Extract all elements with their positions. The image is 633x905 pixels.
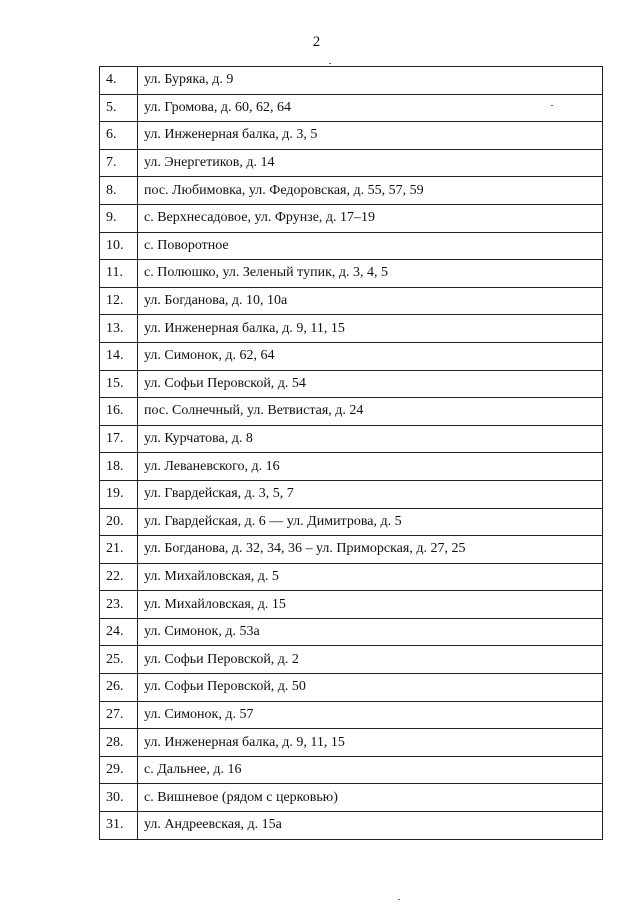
- row-address: ул. Энергетиков, д. 14: [138, 149, 603, 177]
- row-address: ул. Гвардейская, д. 6 — ул. Димитрова, д. 5: [138, 508, 603, 536]
- row-address: с. Дальнее, д. 16: [138, 756, 603, 784]
- row-number: 4.: [100, 67, 138, 95]
- row-number: 20.: [100, 508, 138, 536]
- row-number: 21.: [100, 536, 138, 564]
- row-address: с. Поворотное: [138, 232, 603, 260]
- row-number: 25.: [100, 646, 138, 674]
- table-row: [100, 342, 603, 370]
- table-row: [100, 756, 603, 784]
- row-address: ул. Софьи Перовской, д. 50: [138, 674, 603, 702]
- row-address: пос. Любимовка, ул. Федоровская, д. 55, 57, 59: [138, 177, 603, 205]
- row-number: 6.: [100, 122, 138, 150]
- table-row: [100, 315, 603, 343]
- row-address: ул. Андреевская, д. 15а: [138, 812, 603, 840]
- table-row: [100, 149, 603, 177]
- row-number: 28.: [100, 729, 138, 757]
- table-row: [100, 536, 603, 564]
- table-row: [100, 563, 603, 591]
- row-address: ул. Симонок, д. 57: [138, 701, 603, 729]
- row-address: ул. Гвардейская, д. 3, 5, 7: [138, 480, 603, 508]
- row-address: ул. Леваневского, д. 16: [138, 453, 603, 481]
- row-address: ул. Михайловская, д. 5: [138, 563, 603, 591]
- row-number: 24.: [100, 618, 138, 646]
- row-number: 16.: [100, 398, 138, 426]
- table-row: [100, 812, 603, 840]
- table-row: [100, 260, 603, 288]
- row-address: ул. Михайловская, д. 15: [138, 591, 603, 619]
- table-row: [100, 729, 603, 757]
- table-row: [100, 232, 603, 260]
- row-address: ул. Курчатова, д. 8: [138, 425, 603, 453]
- row-address: ул. Буряка, д. 9: [138, 67, 603, 95]
- row-number: 7.: [100, 149, 138, 177]
- table-row: [100, 67, 603, 95]
- table-row: [100, 480, 603, 508]
- table-row: [100, 204, 603, 232]
- table-row: [100, 398, 603, 426]
- row-number: 27.: [100, 701, 138, 729]
- row-number: 15.: [100, 370, 138, 398]
- row-number: 22.: [100, 563, 138, 591]
- table-row: [100, 618, 603, 646]
- row-address: ул. Инженерная балка, д. 9, 11, 15: [138, 315, 603, 343]
- scan-speck: [329, 63, 331, 64]
- row-number: 10.: [100, 232, 138, 260]
- scan-speck: [551, 105, 553, 106]
- table-row: [100, 701, 603, 729]
- row-number: 8.: [100, 177, 138, 205]
- table-row: [100, 508, 603, 536]
- row-number: 9.: [100, 204, 138, 232]
- address-table-body: [100, 67, 603, 840]
- row-number: 5.: [100, 94, 138, 122]
- row-address: с. Верхнесадовое, ул. Фрунзе, д. 17–19: [138, 204, 603, 232]
- table-row: [100, 370, 603, 398]
- row-number: 12.: [100, 287, 138, 315]
- row-number: 31.: [100, 812, 138, 840]
- row-address: ул. Богданова, д. 32, 34, 36 – ул. Приморская, д. 27, 25: [138, 536, 603, 564]
- row-number: 19.: [100, 480, 138, 508]
- table-row: [100, 674, 603, 702]
- address-table: [99, 66, 603, 840]
- table-row: [100, 784, 603, 812]
- table-row: [100, 94, 603, 122]
- row-address: ул. Симонок, д. 53а: [138, 618, 603, 646]
- table-row: [100, 591, 603, 619]
- page-number: 2: [312, 34, 321, 50]
- table-row: [100, 646, 603, 674]
- table-row: [100, 425, 603, 453]
- row-number: 11.: [100, 260, 138, 288]
- row-address: ул. Инженерная балка, д. 9, 11, 15: [138, 729, 603, 757]
- row-number: 30.: [100, 784, 138, 812]
- row-number: 23.: [100, 591, 138, 619]
- row-number: 18.: [100, 453, 138, 481]
- row-number: 29.: [100, 756, 138, 784]
- row-address: пос. Солнечный, ул. Ветвистая, д. 24: [138, 398, 603, 426]
- row-address: ул. Симонок, д. 62, 64: [138, 342, 603, 370]
- row-address: ул. Софьи Перовской, д. 54: [138, 370, 603, 398]
- row-address: ул. Инженерная балка, д. 3, 5: [138, 122, 603, 150]
- row-number: 17.: [100, 425, 138, 453]
- row-address: ул. Богданова, д. 10, 10а: [138, 287, 603, 315]
- row-number: 26.: [100, 674, 138, 702]
- row-address: с. Полюшко, ул. Зеленый тупик, д. 3, 4, 5: [138, 260, 603, 288]
- scan-speck: [398, 899, 400, 900]
- row-number: 14.: [100, 342, 138, 370]
- table-row: [100, 453, 603, 481]
- row-address: с. Вишневое (рядом с церковью): [138, 784, 603, 812]
- row-address: ул. Громова, д. 60, 62, 64: [138, 94, 603, 122]
- table-row: [100, 287, 603, 315]
- row-address: ул. Софьи Перовской, д. 2: [138, 646, 603, 674]
- table-row: [100, 122, 603, 150]
- row-number: 13.: [100, 315, 138, 343]
- table-row: [100, 177, 603, 205]
